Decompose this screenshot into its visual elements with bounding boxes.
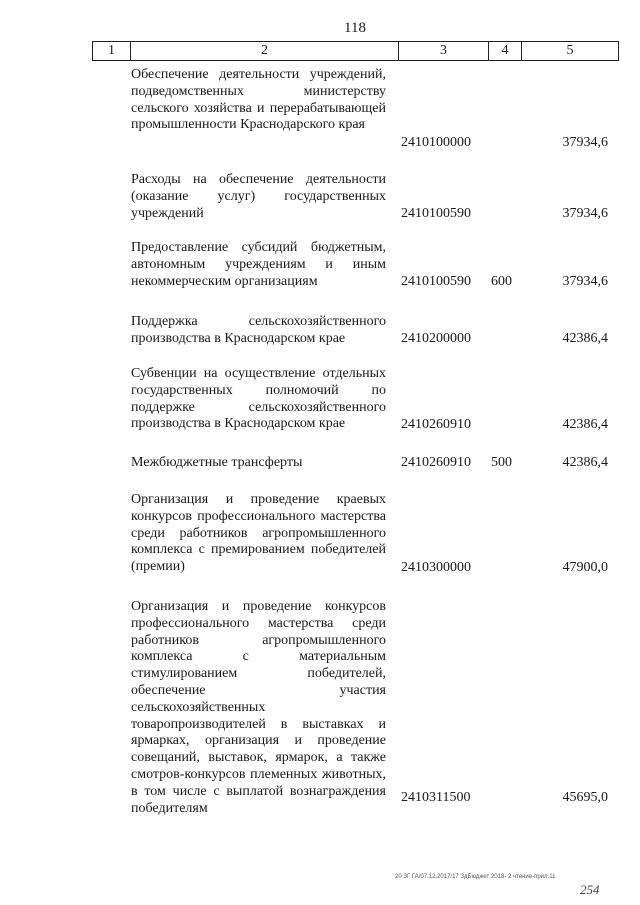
stamp-page-number: 254 (580, 882, 600, 897)
row-description: Межбюджетные трансферты (131, 455, 303, 470)
row-code: 2410100590 (401, 274, 471, 289)
row-code: 2410260910 (401, 417, 471, 432)
row-code: 2410260910 (401, 455, 471, 470)
row-description: Поддержка сельскохозяйственного производства в Краснодарском крае (131, 314, 386, 346)
column-header-4: 4 (489, 42, 522, 60)
row-amount: 37934,6 (562, 274, 608, 289)
row-amount: 42386,4 (562, 331, 608, 346)
row-amount: 42386,4 (562, 417, 608, 432)
row-amount: 37934,6 (562, 135, 608, 150)
row-code: 2410300000 (401, 560, 471, 575)
column-header-row (92, 41, 619, 61)
row-description: Предоставление субсидий бюджетным, автономным учреждениям и иным некоммерческим организациям (131, 240, 386, 289)
row-code: 2410100590 (401, 206, 471, 221)
row-code: 2410100000 (401, 135, 471, 150)
row-description: Обеспечение деятельности учреждений, подведомственных министерству сельского хозяйства и перерабатывающей промышленности Краснодарского края (131, 67, 386, 133)
column-header-3: 3 (399, 42, 489, 60)
row-kvr: 600 (491, 274, 512, 289)
row-description: Субвенции на осуществление отдельных государственных полномочий по поддержке сельскохозяйственного производства в Краснодарском крае (131, 366, 386, 432)
row-code: 2410200000 (401, 331, 471, 346)
row-description: Организация и проведение краевых конкурсов профессионального мастерства среди работников агропромышленного комплекса с премированием победителей (премии) (131, 492, 386, 575)
footer-file-note: 20 ЗГ ГА/07.12.2017/17 ЗдБюджет 2018- 2 чтение-прил.11 (395, 874, 556, 880)
row-description: Расходы на обеспечение деятельности (оказание услуг) государственных учреждений (131, 172, 386, 221)
row-description: Организация и проведение конкурсов профессионального мастерства среди работников агропромышленного комплекса с материальным стимулированием победителей, обеспечение участия сельскохозяйственных товаропроизводителей в выставках и ярмарках, организация и проведение совещаний, выставок, ярмарок, а также смотров-конкурсов племенных животных, в том числе с выплатой вознаграждения победителям (131, 599, 386, 816)
row-amount: 42386,4 (562, 455, 608, 470)
column-header-2: 2 (131, 42, 399, 60)
page-number: 118 (344, 20, 366, 36)
row-amount: 47900,0 (562, 560, 608, 575)
row-kvr: 500 (491, 455, 512, 470)
column-header-1: 1 (93, 42, 131, 60)
column-header-5: 5 (566, 43, 574, 58)
row-amount: 37934,6 (562, 206, 608, 221)
row-code: 2410311500 (401, 790, 471, 805)
row-amount: 45695,0 (562, 790, 608, 805)
